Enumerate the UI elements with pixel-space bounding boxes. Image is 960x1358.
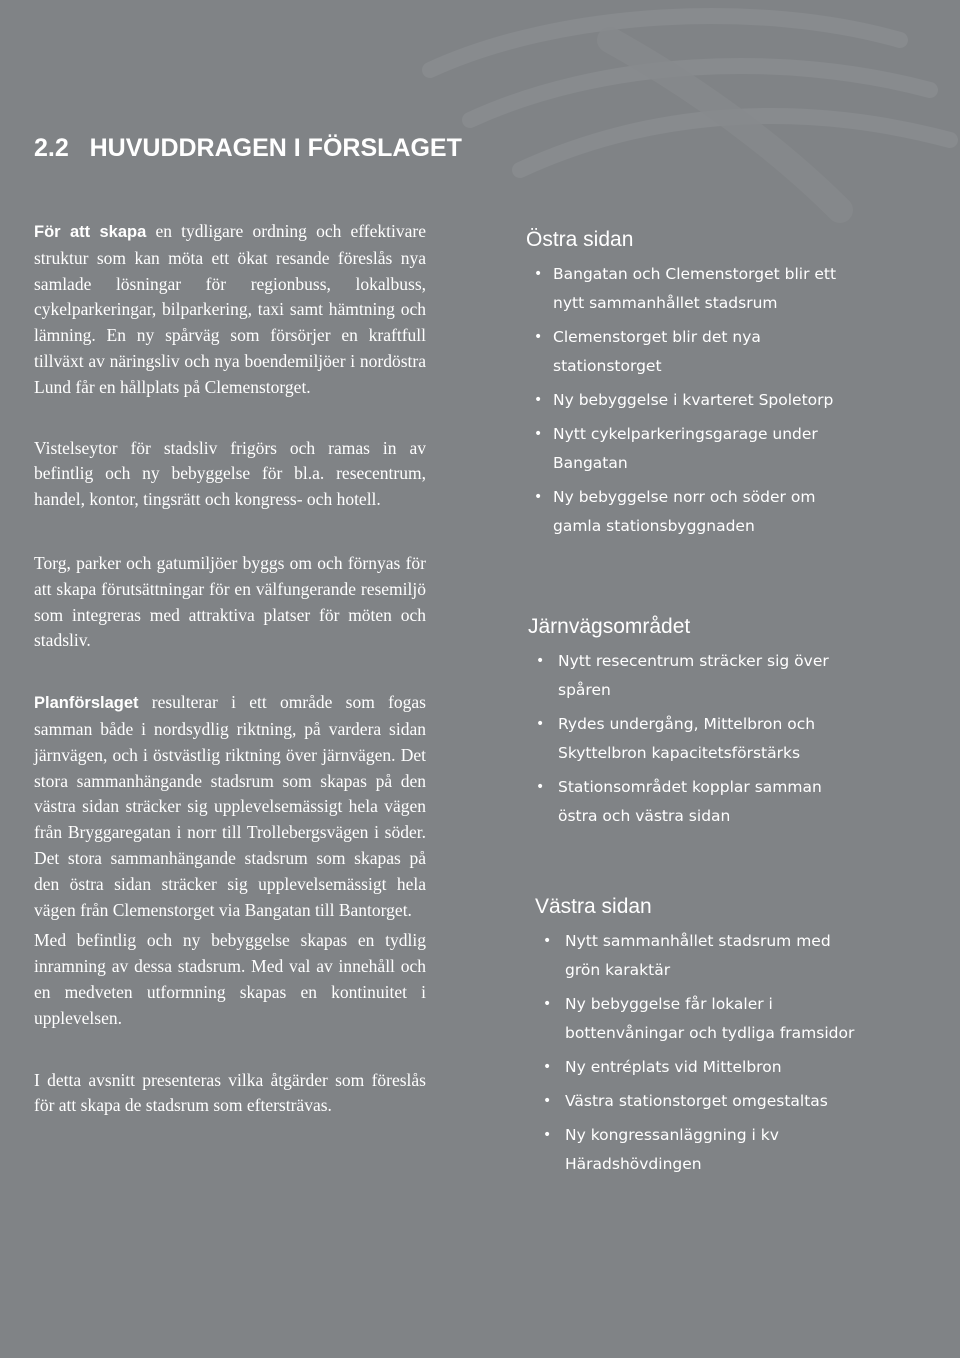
bullet-icon: • xyxy=(543,996,552,1012)
bullet-icon: • xyxy=(543,1093,552,1109)
list-item: • Ny bebyggelse får lokaler i bottenvåningar och tydliga framsidor xyxy=(535,990,865,1048)
list-item: • Stationsområdet kopplar samman östra och västra sidan xyxy=(528,773,858,831)
list-item: • Bangatan och Clemenstorget blir ett nytt sammanhållet stadsrum xyxy=(526,260,856,318)
section-jarnvagsomradet xyxy=(528,613,858,836)
paragraph-inramning: Med befintlig och ny bebyggelse skapas en tydlig inramning av dessa stadsrum. Med val av innehåll och en medveten utformning skapas en kontinuitet i upplevelsen. xyxy=(34,930,426,1028)
paragraph-avsnitt: I detta avsnitt presenteras vilka åtgärder som föreslås för att skapa de stadsrum som eftersträvas. xyxy=(34,1069,426,1116)
list-item: • Nytt resecentrum sträcker sig över spåren xyxy=(528,647,858,705)
bullet-icon: • xyxy=(536,653,545,669)
section-vastra-sidan xyxy=(535,893,865,1184)
section-ostra-sidan xyxy=(526,226,856,546)
bullet-icon: • xyxy=(543,1127,552,1143)
paragraph-intro xyxy=(34,219,426,401)
list-item: • Ny entréplats vid Mittelbron xyxy=(535,1053,865,1082)
bullet-list xyxy=(535,927,865,1179)
list-item: • Västra stationstorget omgestaltas xyxy=(535,1087,865,1116)
paragraph-intro-body: en tydligare ordning och effektivare struktur som kan möta ett ökat resande föreslås nya samlade lösningar för regionbuss, lokalbuss, cykelparkeringar, bilparkering, taxi samt hämtning och lämning. En ny spårväg som försörjer en kraftfull tillväxt av näringsliv och nya boendemiljöer i nordöstra Lund får en hållplats på Clemenstorget. xyxy=(34,221,426,397)
page-heading xyxy=(34,130,462,166)
list-item: • Rydes undergång, Mittelbron och Skyttelbron kapacitetsförstärks xyxy=(528,710,858,768)
bullet-icon: • xyxy=(534,489,543,505)
bullet-icon: • xyxy=(536,779,545,795)
heading-title: HUVUDDRAGEN I FÖRSLAGET xyxy=(89,134,462,162)
bullet-icon: • xyxy=(534,426,543,442)
bullet-icon: • xyxy=(534,329,543,345)
list-item: • Ny kongressanläggning i kv Häradshövdingen xyxy=(535,1121,865,1179)
bullet-icon: • xyxy=(543,1059,552,1075)
bullet-list xyxy=(526,260,856,541)
section-title: Östra sidan xyxy=(526,228,634,251)
bullet-list xyxy=(528,647,858,831)
section-title: Järnvägsområdet xyxy=(528,615,691,638)
paragraph-planforslaget-lead: Planförslaget xyxy=(34,694,139,713)
paragraph-planforslaget-body: resulterar i ett område som fogas samman både i nordsydlig riktning, på vardera sidan järnvägen, och i östvästlig riktning över järnvägen. Det stora sammanhängande stadsrum som skapas på den västra sidan sträcker sig upplevelsemässigt hela vägen från Bryggaregatan i norr till Trollebergsvägen i söder. Det stora sammanhängande stadsrum som skapas på den östra sidan sträcker sig upplevelsemässigt hela vägen från Clemenstorget via Bangatan till Bantorget. xyxy=(34,692,426,920)
list-item: • Nytt sammanhållet stadsrum med grön karaktär xyxy=(535,927,865,985)
list-item: • Ny bebyggelse i kvarteret Spoletorp xyxy=(526,386,856,415)
bullet-icon: • xyxy=(534,392,543,408)
paragraph-planforslaget xyxy=(34,690,426,923)
bullet-icon: • xyxy=(534,266,543,282)
paragraph-intro-lead: För att skapa xyxy=(34,223,147,241)
left-column xyxy=(34,219,426,1119)
heading-number: 2.2 xyxy=(34,134,69,162)
section-title: Västra sidan xyxy=(535,895,652,918)
list-item: • Clemenstorget blir det nya stationstorget xyxy=(526,323,856,381)
paragraph-torg: Torg, parker och gatumiljöer byggs om och förnyas för att skapa förutsättningar för en välfungerande resemiljö som integreras med attraktiva platser för möten och stadsliv. xyxy=(34,552,426,651)
bullet-icon: • xyxy=(543,933,552,949)
list-item: • Nytt cykelparkeringsgarage under Bangatan xyxy=(526,420,856,478)
bullet-icon: • xyxy=(536,716,545,732)
paragraph-vistelseytor: Vistelseytor för stadsliv frigörs och ramas in av befintlig och ny bebyggelse för bl.a. resecentrum, handel, kontor, tingsrätt och kongress- och hotell. xyxy=(34,437,426,510)
list-item: • Ny bebyggelse norr och söder om gamla stationsbyggnaden xyxy=(526,483,856,541)
